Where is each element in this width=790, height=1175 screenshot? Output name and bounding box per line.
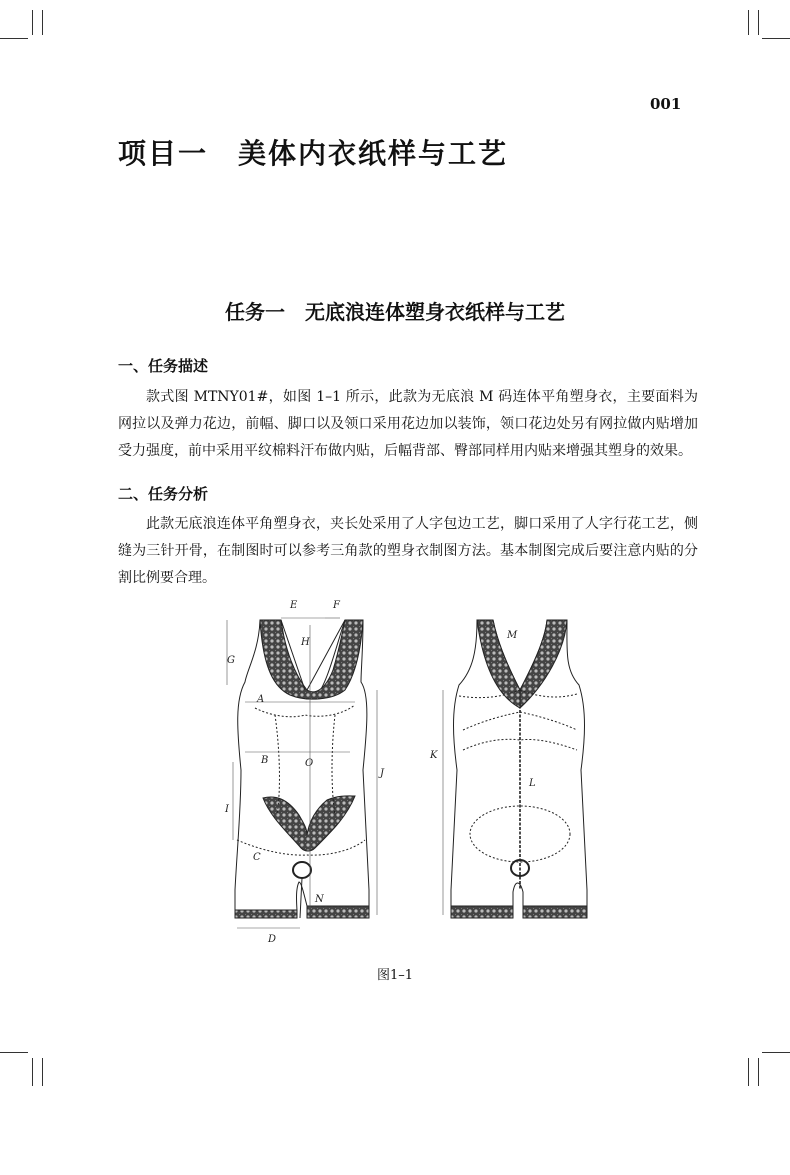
crop-mark <box>32 1058 33 1086</box>
crop-mark <box>32 10 33 35</box>
label-E: E <box>290 600 298 611</box>
crop-mark <box>42 1058 43 1086</box>
crop-mark <box>758 10 759 35</box>
label-L: L <box>529 778 536 789</box>
label-H: H <box>301 637 310 648</box>
label-N: N <box>315 894 324 905</box>
crop-mark <box>748 10 749 35</box>
project-name: 美体内衣纸样与工艺 <box>238 137 509 170</box>
project-title <box>118 132 508 172</box>
front-view <box>235 620 369 918</box>
figure-caption: 图1–1 <box>376 968 414 983</box>
task-number: 任务一 <box>225 300 285 324</box>
back-view <box>451 620 587 918</box>
section-heading-analysis: 二、任务分析 <box>118 485 209 503</box>
label-J: J <box>380 768 385 779</box>
section-heading-description: 一、任务描述 <box>118 357 209 375</box>
label-M: M <box>507 630 518 641</box>
crop-mark <box>42 10 43 35</box>
section-paragraph-description: 款式图 MTNY01#，如图 1–1 所示，此款为无底浪 M 码连体平角塑身衣，主要面料为网拉以及弹力花边，前幅、脚口以及领口采用花边加以装饰，领口花边处另有网拉做内贴增加受力强度，前中采用平纹棉料汗布做内贴，后幅背部、臀部同样用内贴来增强其塑身的效果。 <box>118 389 698 459</box>
label-K: K <box>430 750 438 761</box>
label-F: F <box>333 600 340 611</box>
crop-mark <box>748 1058 749 1086</box>
crop-mark <box>0 38 28 39</box>
task-name: 无底浪连体塑身衣纸样与工艺 <box>305 300 565 324</box>
label-A: A <box>257 694 265 705</box>
page-number: 001 <box>650 95 682 113</box>
section-paragraph-analysis: 此款无底浪连体平角塑身衣，夹长处采用了人字包边工艺，脚口采用了人字行花工艺，侧缝为三针开骨，在制图时可以参考三角款的塑身衣制图方法。基本制图完成后要注意内贴的分割比例要合理。 <box>118 516 698 586</box>
label-C: C <box>253 852 261 863</box>
crop-mark <box>758 1058 759 1086</box>
label-I: I <box>225 804 229 815</box>
label-O: O <box>305 758 314 769</box>
crop-mark <box>0 1052 28 1053</box>
bodysuit-figure <box>215 590 615 950</box>
crop-mark <box>762 1052 790 1053</box>
label-D: D <box>268 934 277 945</box>
label-B: B <box>261 755 269 766</box>
label-G: G <box>227 655 235 666</box>
project-number: 项目一 <box>118 137 209 170</box>
task-title <box>0 296 790 325</box>
crop-mark <box>762 38 790 39</box>
